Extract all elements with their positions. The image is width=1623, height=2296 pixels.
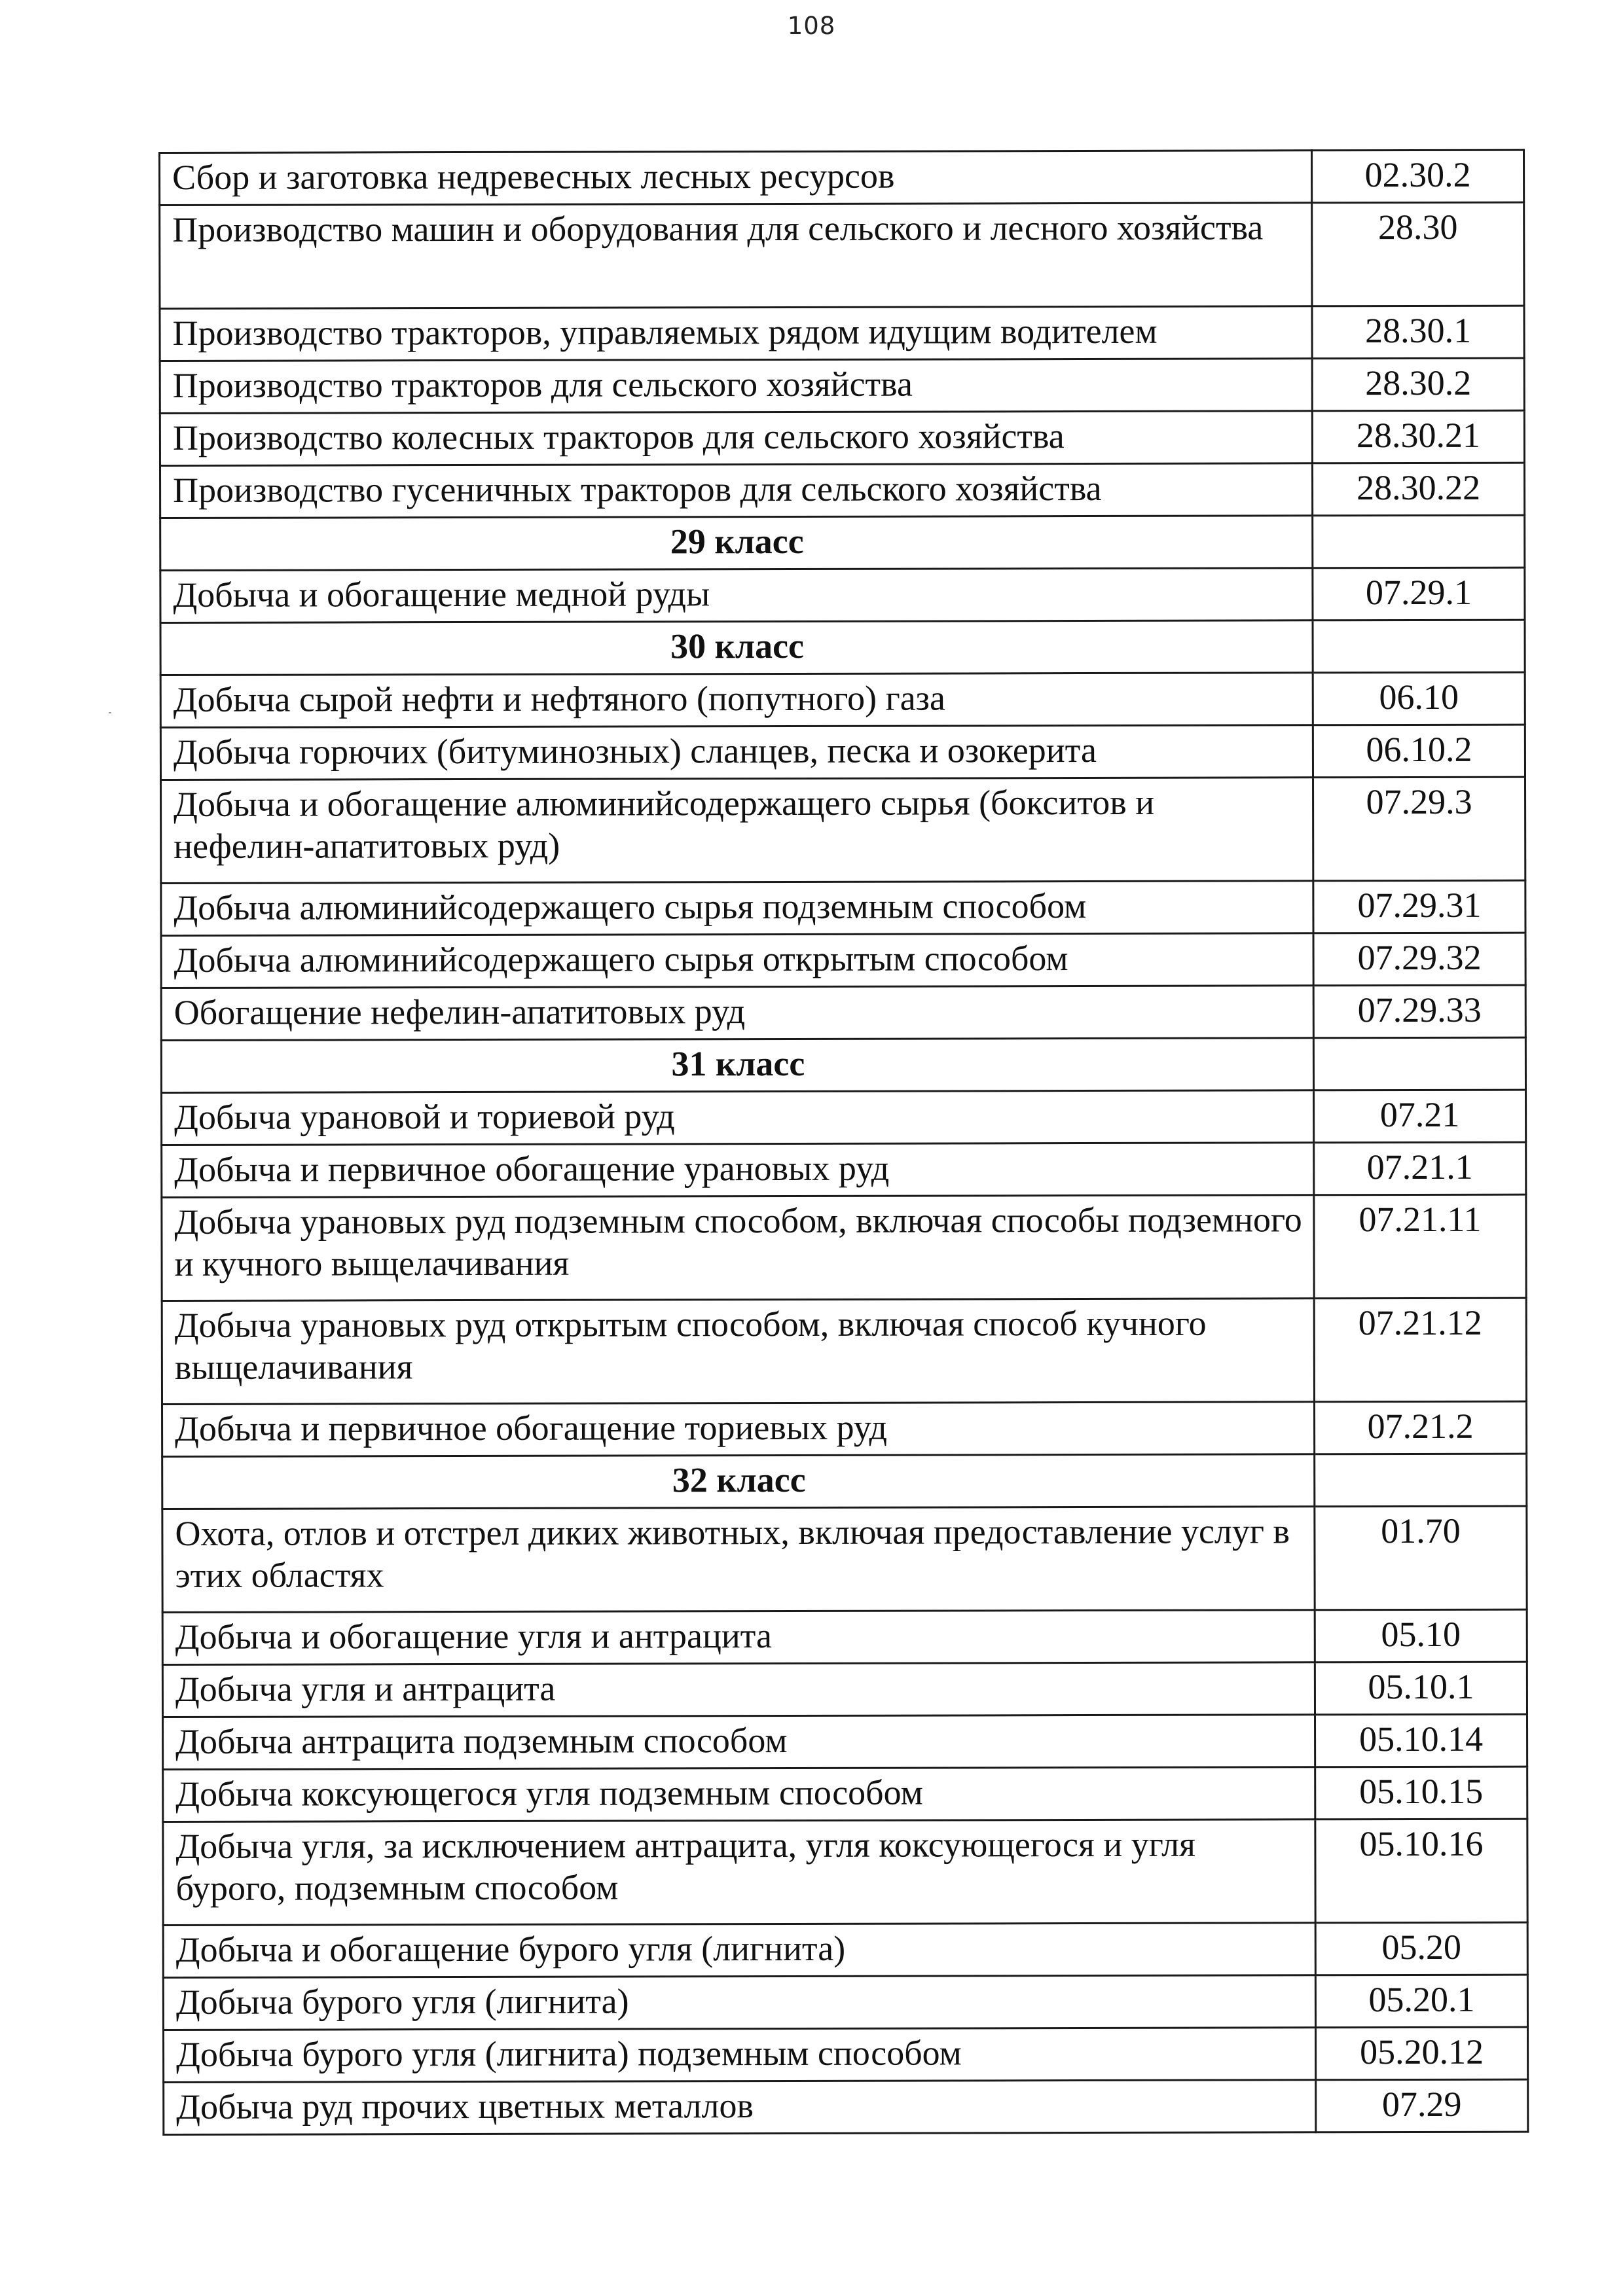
activity-code xyxy=(1313,1037,1525,1090)
activity-name: Сбор и заготовка недревесных лесных ресурсов xyxy=(160,151,1312,206)
table-row xyxy=(163,1922,1527,1977)
table-row xyxy=(164,2079,1528,2134)
activity-code xyxy=(1313,515,1525,568)
table-row xyxy=(160,567,1525,622)
activity-code: 07.21.12 xyxy=(1314,1298,1526,1402)
activity-name: Добыча и обогащение алюминийсодержащего сырья (бокситов и нефелин-апатитовых руд) xyxy=(161,778,1313,884)
table-row xyxy=(162,1609,1527,1664)
table-row xyxy=(160,358,1524,413)
table-row xyxy=(162,1298,1526,1404)
activity-name: Добыча горючих (битуминозных) сланцев, песка и озокерита xyxy=(160,725,1313,780)
activity-code: 28.30 xyxy=(1312,202,1524,306)
classification-table xyxy=(158,149,1529,2136)
table-row xyxy=(163,1819,1527,1925)
activity-code: 05.10.16 xyxy=(1315,1819,1527,1923)
table-row xyxy=(161,933,1525,988)
activity-name: Добыча и первичное обогащение урановых руд xyxy=(162,1143,1314,1198)
activity-code: 07.29.1 xyxy=(1313,567,1525,620)
table-row xyxy=(161,880,1525,935)
activity-code: 07.29.32 xyxy=(1313,933,1525,986)
table-row xyxy=(160,410,1524,465)
table-row xyxy=(162,1506,1527,1612)
activity-name: Добыча угля и антрацита xyxy=(162,1662,1315,1717)
activity-code: 05.20 xyxy=(1315,1922,1527,1975)
table-row xyxy=(162,1401,1527,1456)
activity-code: 05.10 xyxy=(1315,1609,1527,1662)
table-row xyxy=(162,1142,1526,1197)
table-row xyxy=(163,1975,1527,2030)
activity-name: Добыча бурого угля (лигнита) xyxy=(163,1975,1315,2030)
activity-name: Добыча сырой нефти и нефтяного (попутного) газа xyxy=(160,673,1313,728)
activity-code: 07.21.2 xyxy=(1315,1401,1527,1454)
class-header-row xyxy=(161,1037,1525,1092)
activity-code: 28.30.2 xyxy=(1312,358,1524,411)
table-row xyxy=(162,1194,1526,1300)
table-row xyxy=(163,1767,1527,1821)
class-heading: 29 класс xyxy=(160,516,1313,571)
table-row xyxy=(162,1090,1526,1145)
activity-name: Добыча и первичное обогащение ториевых руд xyxy=(162,1402,1315,1457)
table-row xyxy=(160,150,1524,205)
activity-code: 05.10.1 xyxy=(1315,1662,1527,1715)
activity-name: Производство гусеничных тракторов для сельского хозяйства xyxy=(160,463,1313,518)
activity-code: 01.70 xyxy=(1315,1506,1527,1610)
class-header-row xyxy=(162,1454,1527,1509)
table-row xyxy=(160,463,1525,518)
class-heading: 31 класс xyxy=(161,1038,1313,1093)
activity-code: 07.29.33 xyxy=(1313,985,1525,1038)
activity-name: Добыча бурого угля (лигнита) подземным способом xyxy=(164,2028,1316,2083)
table-row xyxy=(160,306,1524,361)
activity-name: Добыча алюминийсодержащего сырья подземным способом xyxy=(161,881,1313,936)
activity-name: Производство колесных тракторов для сельского хозяйства xyxy=(160,411,1312,466)
activity-code: 28.30.21 xyxy=(1312,410,1524,463)
activity-name: Добыча алюминийсодержащего сырья открытым способом xyxy=(161,933,1313,988)
activity-code: 05.10.14 xyxy=(1315,1714,1527,1767)
activity-code: 05.10.15 xyxy=(1315,1767,1527,1820)
table-row xyxy=(161,985,1525,1040)
table-row xyxy=(161,777,1525,883)
activity-code: 07.21.1 xyxy=(1314,1142,1526,1195)
activity-name: Обогащение нефелин-апатитовых руд xyxy=(161,986,1313,1041)
activity-code: 07.29.31 xyxy=(1313,880,1525,933)
activity-code: 07.29 xyxy=(1316,2079,1528,2132)
class-header-row xyxy=(160,515,1525,570)
activity-name: Добыча и обогащение бурого угля (лигнита) xyxy=(163,1923,1315,1978)
activity-code: 06.10 xyxy=(1313,672,1525,725)
activity-name: Добыча урановых руд открытым способом, включая способ кучного выщелачивания xyxy=(162,1299,1314,1405)
activity-code xyxy=(1313,620,1525,673)
activity-code: 06.10.2 xyxy=(1313,725,1525,778)
activity-code: 28.30.1 xyxy=(1312,306,1524,359)
class-header-row xyxy=(160,620,1525,675)
class-heading: 32 класс xyxy=(162,1454,1315,1509)
activity-code: 02.30.2 xyxy=(1311,150,1523,203)
scan-speck xyxy=(109,712,111,713)
activity-code: 07.29.3 xyxy=(1313,777,1525,881)
activity-name: Добыча урановой и ториевой руд xyxy=(162,1090,1314,1145)
activity-code: 07.21 xyxy=(1314,1090,1526,1143)
table-row xyxy=(164,2027,1528,2082)
activity-name: Производство тракторов, управляемых рядом идущим водителем xyxy=(160,306,1312,361)
activity-name: Добыча антрацита подземным способом xyxy=(163,1715,1315,1770)
table-row xyxy=(163,1714,1527,1769)
activity-code: 28.30.22 xyxy=(1313,463,1525,516)
table-row xyxy=(160,202,1524,308)
activity-code: 07.21.11 xyxy=(1314,1194,1526,1299)
activity-name: Добыча коксующегося угля подземным способом xyxy=(163,1767,1315,1822)
table-row xyxy=(160,725,1525,780)
activity-code: 05.20.1 xyxy=(1315,1975,1527,2028)
activity-name: Производство тракторов для сельского хозяйства xyxy=(160,359,1312,414)
activity-name: Добыча урановых руд подземным способом, включая способы подземного и кучного выщелачивания xyxy=(162,1195,1314,1301)
activity-code xyxy=(1315,1454,1527,1507)
activity-name: Добыча руд прочих цветных металлов xyxy=(164,2080,1316,2135)
table-row xyxy=(160,672,1525,727)
activity-name: Охота, отлов и отстрел диких животных, включая предоставление услуг в этих областях xyxy=(162,1507,1315,1613)
activity-name: Добыча и обогащение медной руды xyxy=(160,568,1313,623)
page-number: 108 xyxy=(787,12,836,40)
table-body xyxy=(160,150,1528,2134)
class-heading: 30 класс xyxy=(160,620,1313,675)
activity-name: Добыча угля, за исключением антрацита, угля коксующегося и угля бурого, подземным способом xyxy=(163,1820,1315,1926)
activity-code: 05.20.12 xyxy=(1316,2027,1528,2080)
activity-name: Производство машин и оборудования для сельского и лесного хозяйства xyxy=(160,203,1312,309)
activity-name: Добыча и обогащение угля и антрацита xyxy=(162,1610,1315,1665)
table-row xyxy=(162,1662,1527,1717)
